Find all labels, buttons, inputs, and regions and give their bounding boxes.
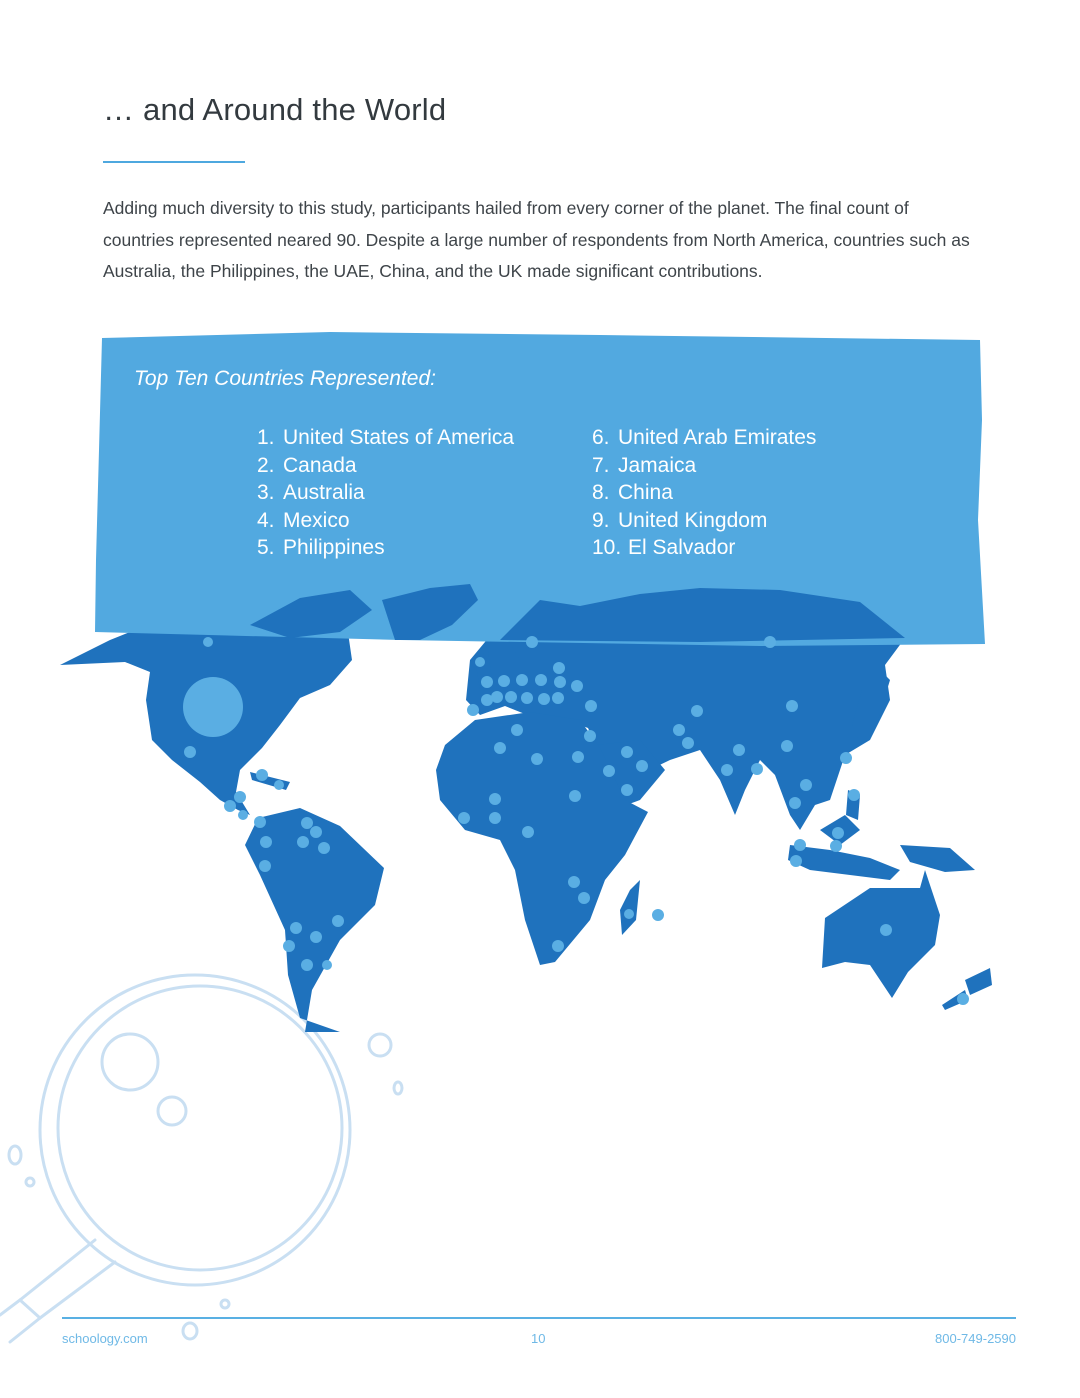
list-item: 6. United Arab Emirates bbox=[592, 426, 817, 449]
list-item: 8. China bbox=[592, 481, 673, 505]
list-item: 10. El Salvador bbox=[592, 536, 736, 560]
footer-website-link[interactable]: schoology.com bbox=[62, 1331, 148, 1346]
footer-phone: 800-749-2590 bbox=[935, 1331, 1016, 1346]
magnifier-illustration bbox=[0, 975, 402, 1342]
footer-page-number: 10 bbox=[531, 1331, 546, 1346]
list-item: 4. Mexico bbox=[257, 508, 350, 532]
usa-large-dot bbox=[183, 677, 243, 737]
continents bbox=[60, 584, 992, 1032]
list-item: 2. Canada bbox=[257, 453, 357, 477]
page-title: … and Around the World bbox=[103, 92, 447, 127]
intro-paragraph: Adding much diversity to this study, participants hailed from every corner of the planet. The final count of countries represented neared 90. Despite a large number of respondents from North America, countries such as Australia, the Philippines, the UAE, China, and the UK made significant contributions. bbox=[103, 198, 970, 281]
list-item: 7. Jamaica bbox=[592, 453, 697, 477]
footer-divider bbox=[62, 1317, 1016, 1319]
list-item: 9. United Kingdom bbox=[592, 508, 768, 532]
list-item: 5. Philippines bbox=[257, 536, 385, 560]
list-item: 3. Australia bbox=[257, 481, 365, 505]
countries-list-right bbox=[592, 424, 816, 562]
list-item: 1. United States of America bbox=[257, 426, 515, 449]
countries-list-left bbox=[257, 424, 514, 562]
banner-title: Top Ten Countries Represented: bbox=[134, 367, 436, 390]
